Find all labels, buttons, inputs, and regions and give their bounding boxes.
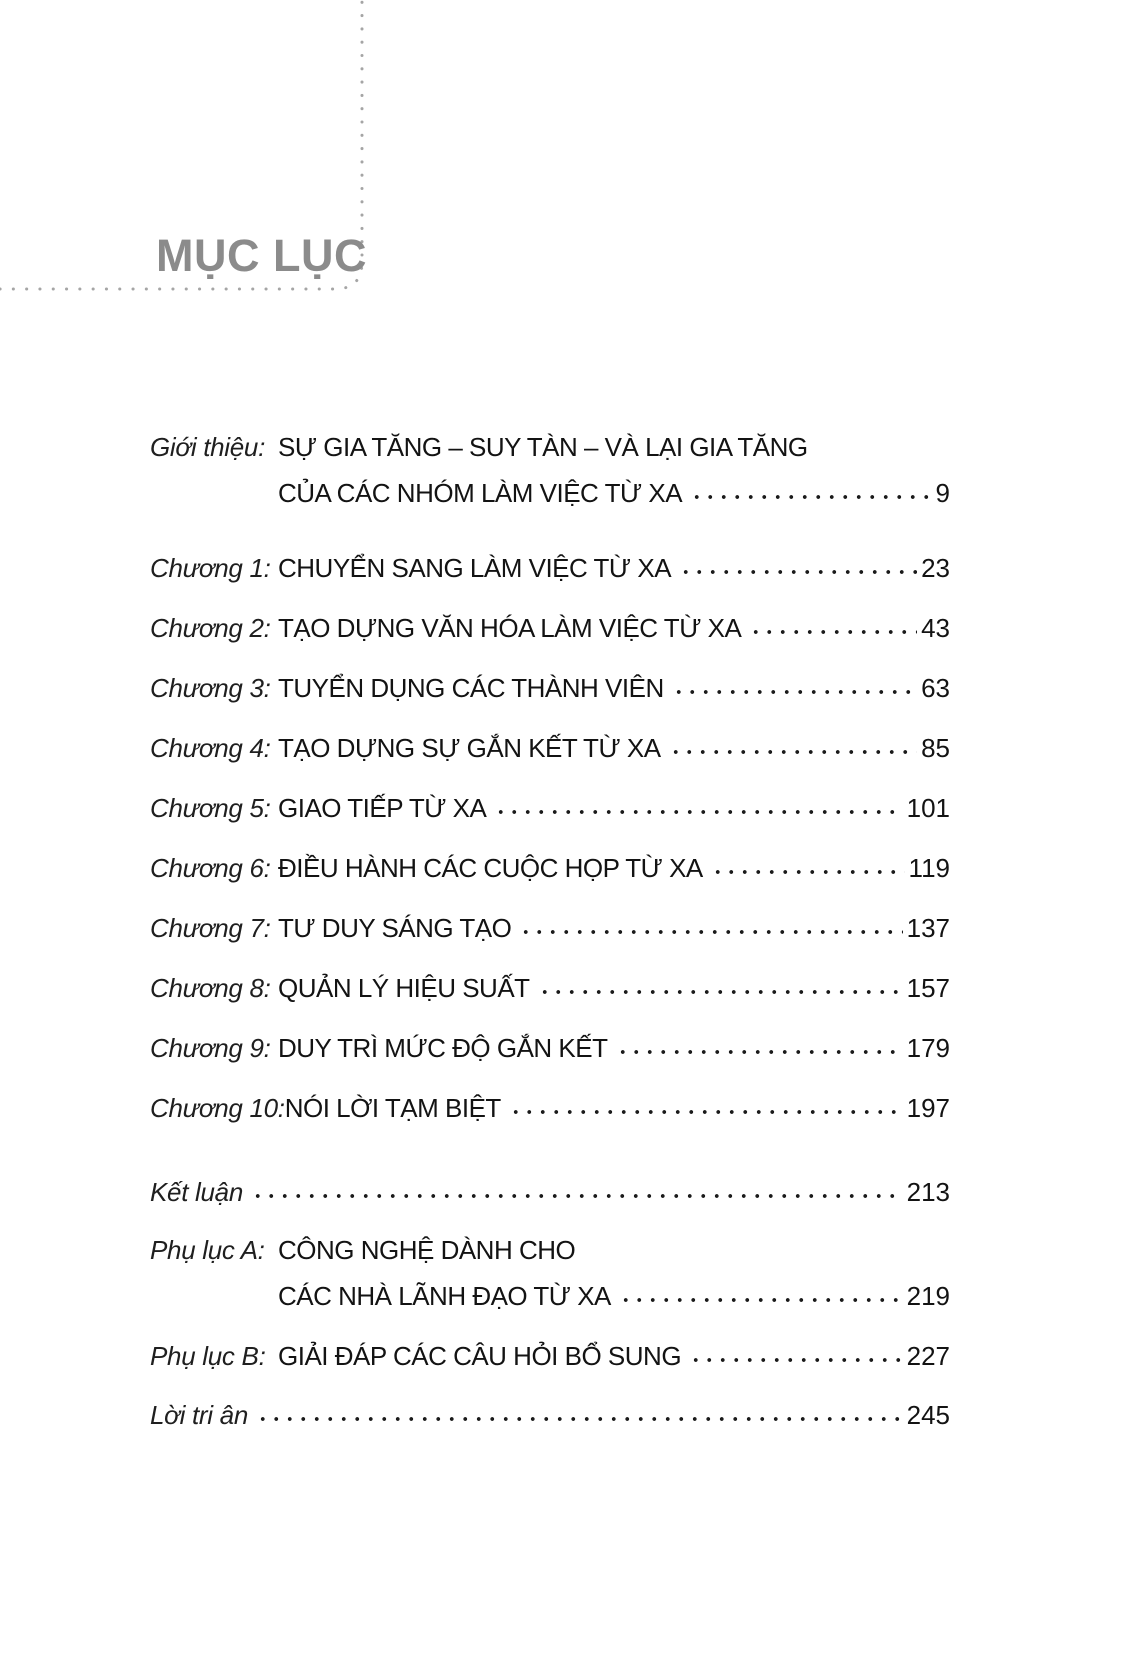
entry-label: Chương 6: [150, 853, 271, 883]
page-number: 43 [921, 613, 950, 643]
page-number: 213 [906, 1177, 950, 1207]
entry-label: Chương 9: [150, 1033, 271, 1063]
entry-label: Chương 1: [150, 553, 271, 583]
entry-label: Chương 10: [150, 1093, 285, 1123]
dot-leader [256, 1414, 903, 1424]
page-number: 219 [906, 1281, 950, 1311]
page-number: 179 [906, 1033, 950, 1063]
toc-entry-chapter-6 [150, 845, 950, 891]
entry-label: Chương 5: [150, 793, 271, 823]
entry-title: TUYỂN DỤNG CÁC THÀNH VIÊN [278, 673, 664, 703]
entry-title: TẠO DỰNG VĂN HÓA LÀM VIỆC TỪ XA [278, 613, 742, 643]
entry-label: Giới thiệu: [150, 432, 266, 462]
page-number: 63 [921, 673, 950, 703]
entry-title: TẠO DỰNG SỰ GẮN KẾT TỪ XA [278, 733, 661, 763]
page-number: 119 [908, 853, 950, 883]
toc-entry-chapter-7 [150, 905, 950, 951]
dot-leader [251, 1191, 903, 1201]
toc-entry-acknowledgements [150, 1392, 950, 1438]
entry-label: Phụ lục A: [150, 1235, 265, 1265]
page-number: 227 [906, 1341, 950, 1371]
entry-label: Lời tri ân [150, 1400, 248, 1430]
toc-entry-line [150, 1227, 950, 1273]
entry-title: SỰ GIA TĂNG – SUY TÀN – VÀ LẠI GIA TĂNG [278, 432, 808, 462]
table-of-contents [150, 424, 950, 1438]
dot-leader [711, 867, 905, 877]
dot-leader [619, 1295, 903, 1305]
dot-leader [679, 567, 917, 577]
entry-title: GIẢI ĐÁP CÁC CÂU HỎI BỔ SUNG [278, 1341, 682, 1371]
toc-entry-chapter-10 [150, 1085, 950, 1131]
entry-title: TƯ DUY SÁNG TẠO [278, 913, 512, 943]
dot-leader [669, 747, 918, 757]
dot-leader [616, 1047, 903, 1057]
page-number: 197 [906, 1093, 950, 1123]
toc-entry-chapter-1 [150, 545, 950, 591]
dot-leader [509, 1107, 903, 1117]
entry-title: CÔNG NGHỆ DÀNH CHO [278, 1235, 576, 1265]
entry-label: Chương 4: [150, 733, 271, 763]
entry-label: Chương 7: [150, 913, 271, 943]
page-title: MỤC LỤC [156, 230, 367, 281]
entry-title: ĐIỀU HÀNH CÁC CUỘC HỌP TỪ XA [278, 853, 703, 883]
page-number: 85 [921, 733, 950, 763]
entry-title: GIAO TIẾP TỪ XA [278, 793, 487, 823]
entry-label: Kết luận [150, 1177, 244, 1207]
toc-entry-line [150, 424, 950, 470]
page-number: 23 [921, 553, 950, 583]
toc-entry-chapter-2 [150, 605, 950, 651]
page-number: 9 [935, 478, 950, 508]
page-number: 245 [906, 1400, 950, 1430]
entry-title: NÓI LỜI TẠM BIỆT [284, 1093, 501, 1123]
page-number: 101 [906, 793, 950, 823]
dot-leader [749, 627, 917, 637]
entry-label: Chương 8: [150, 973, 271, 1003]
entry-title: DUY TRÌ MỨC ĐỘ GẮN KẾT [278, 1033, 608, 1063]
toc-entry-chapter-4 [150, 725, 950, 771]
toc-entry-intro [150, 424, 950, 516]
dot-leader [494, 807, 902, 817]
page-number: 157 [906, 973, 950, 1003]
toc-entry-line [150, 470, 950, 516]
dot-leader [689, 1355, 903, 1365]
toc-entry-line [150, 1273, 950, 1319]
entry-title: CÁC NHÀ LÃNH ĐẠO TỪ XA [278, 1281, 611, 1311]
entry-title: CHUYỂN SANG LÀM VIỆC TỪ XA [278, 553, 672, 583]
toc-entry-chapter-5 [150, 785, 950, 831]
entry-title: QUẢN LÝ HIỆU SUẤT [278, 973, 530, 1003]
entry-title: CỦA CÁC NHÓM LÀM VIỆC TỪ XA [278, 478, 683, 508]
toc-entry-chapter-9 [150, 1025, 950, 1071]
dot-leader [519, 927, 902, 937]
dot-leader [538, 987, 903, 997]
toc-entry-chapter-8 [150, 965, 950, 1011]
toc-entry-conclusion [150, 1169, 950, 1215]
entry-label: Chương 2: [150, 613, 271, 643]
toc-entry-appendix-a [150, 1227, 950, 1319]
dot-leader [690, 492, 931, 502]
entry-label: Phụ lục B: [150, 1341, 266, 1371]
toc-entry-chapter-3 [150, 665, 950, 711]
page-number: 137 [906, 913, 950, 943]
dot-leader [672, 687, 917, 697]
entry-label: Chương 3: [150, 673, 271, 703]
toc-entry-appendix-b [150, 1333, 950, 1379]
